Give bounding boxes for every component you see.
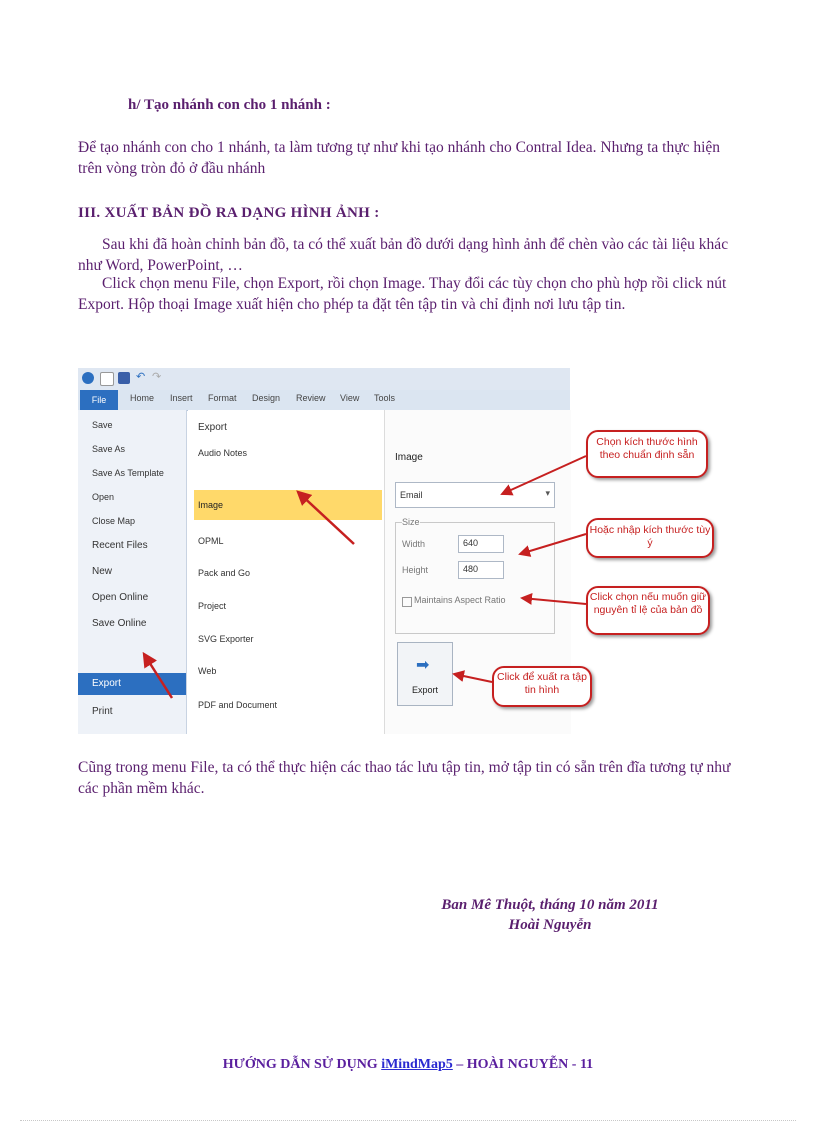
paragraph-4: Cũng trong menu File, ta có thể thực hiện các thao tác lưu tập tin, mở tập tin có sẵn trên đĩa tương tự như các phần mềm khác. bbox=[78, 759, 731, 797]
callout-aspect-ratio: Click chọn nếu muốn giữ nguyên tỉ lệ của bản đồ bbox=[586, 586, 710, 635]
height-value: 480 bbox=[463, 564, 479, 574]
paragraph-2: Sau khi đã hoàn chỉnh bản đồ, ta có thể xuất bản đồ dưới dạng hình ảnh để chèn vào các tài liệu khác như Word, PowerPoint, … bbox=[78, 236, 729, 274]
undo-icon[interactable]: ↶ bbox=[136, 371, 146, 383]
callout-export: Click để xuất ra tập tin hình bbox=[492, 666, 592, 707]
menu-close-map[interactable]: Close Map bbox=[92, 516, 136, 526]
tab-tools[interactable]: Tools bbox=[374, 393, 396, 403]
footer-app-link[interactable]: iMindMap5 bbox=[381, 1057, 453, 1072]
export-pane-title: Export bbox=[198, 422, 227, 433]
export-pdf[interactable]: PDF and Document bbox=[198, 700, 278, 710]
menu-save-as-template[interactable]: Save As Template bbox=[92, 468, 164, 478]
aspect-label: Maintains Aspect Ratio bbox=[414, 595, 506, 605]
redo-icon[interactable]: ↷ bbox=[152, 371, 162, 383]
height-label: Height bbox=[402, 565, 429, 575]
tab-file[interactable]: File bbox=[80, 390, 118, 410]
export-web[interactable]: Web bbox=[198, 666, 217, 676]
paragraph-1: Để tạo nhánh con cho 1 nhánh, ta làm tương tự như khi tạo nhánh cho Contral Idea. Nhưng ta thực hiện trên vòng tròn đỏ ở đầu nhánh bbox=[78, 139, 721, 177]
export-icon: ➡ bbox=[416, 657, 430, 674]
page-footer bbox=[0, 1057, 816, 1073]
image-pane-title: Image bbox=[395, 452, 423, 463]
menu-export-label: Export bbox=[92, 678, 121, 689]
size-group-label: Size bbox=[402, 517, 420, 527]
menu-print[interactable]: Print bbox=[92, 706, 113, 717]
export-project[interactable]: Project bbox=[198, 601, 227, 611]
tab-design[interactable]: Design bbox=[252, 393, 281, 403]
image-format-value: Email bbox=[400, 490, 423, 500]
signature-author: Hoài Nguyễn bbox=[508, 917, 592, 933]
menu-recent-files[interactable]: Recent Files bbox=[92, 540, 148, 551]
export-pack-and-go[interactable]: Pack and Go bbox=[198, 568, 251, 578]
paragraph-3: Click chọn menu File, chọn Export, rồi chọn Image. Thay đổi các tùy chọn cho phù hợp rồi click nút Export. Hộp thoại Image xuất hiện cho phép ta đặt tên tập tin và chỉ định nơi lưu tập tin. bbox=[78, 275, 727, 313]
signature-place-date: Ban Mê Thuột, tháng 10 năm 2011 bbox=[441, 897, 659, 913]
menu-open[interactable]: Open bbox=[92, 492, 115, 502]
section-heading-3: III. XUẤT BẢN ĐỒ RA DẠNG HÌNH ẢNH : bbox=[78, 205, 380, 221]
tab-review[interactable]: Review bbox=[296, 393, 326, 403]
export-image-label: Image bbox=[198, 500, 224, 510]
footer-prefix: HƯỚNG DẪN SỬ DỤNG bbox=[222, 1057, 382, 1072]
imindmap-screenshot bbox=[78, 368, 711, 734]
menu-save-as[interactable]: Save As bbox=[92, 444, 126, 454]
width-value: 640 bbox=[463, 538, 479, 548]
callout-custom-size: Hoặc nhập kích thước tùy ý bbox=[586, 518, 714, 558]
width-label: Width bbox=[402, 539, 426, 549]
section-heading-h: h/ Tạo nhánh con cho 1 nhánh : bbox=[128, 97, 331, 113]
export-svg[interactable]: SVG Exporter bbox=[198, 634, 254, 644]
export-audio-notes[interactable]: Audio Notes bbox=[198, 448, 248, 458]
menu-new[interactable]: New bbox=[92, 566, 113, 577]
tab-view[interactable]: View bbox=[340, 393, 360, 403]
tab-format[interactable]: Format bbox=[208, 393, 237, 403]
menu-save[interactable]: Save bbox=[92, 420, 113, 430]
export-button-label: Export bbox=[412, 685, 439, 695]
chevron-down-icon: ▾ bbox=[545, 488, 550, 498]
footer-divider bbox=[20, 1120, 796, 1121]
footer-suffix: – HOÀI NGUYỄN - 11 bbox=[452, 1057, 594, 1072]
tab-insert[interactable]: Insert bbox=[170, 393, 193, 403]
callout-arrows bbox=[78, 368, 570, 734]
callout-preset-size: Chọn kích thước hình theo chuẩn định sẵn bbox=[586, 430, 708, 478]
export-opml[interactable]: OPML bbox=[198, 536, 224, 546]
tab-home[interactable]: Home bbox=[130, 393, 155, 403]
menu-open-online[interactable]: Open Online bbox=[92, 592, 149, 603]
menu-save-online[interactable]: Save Online bbox=[92, 618, 147, 629]
